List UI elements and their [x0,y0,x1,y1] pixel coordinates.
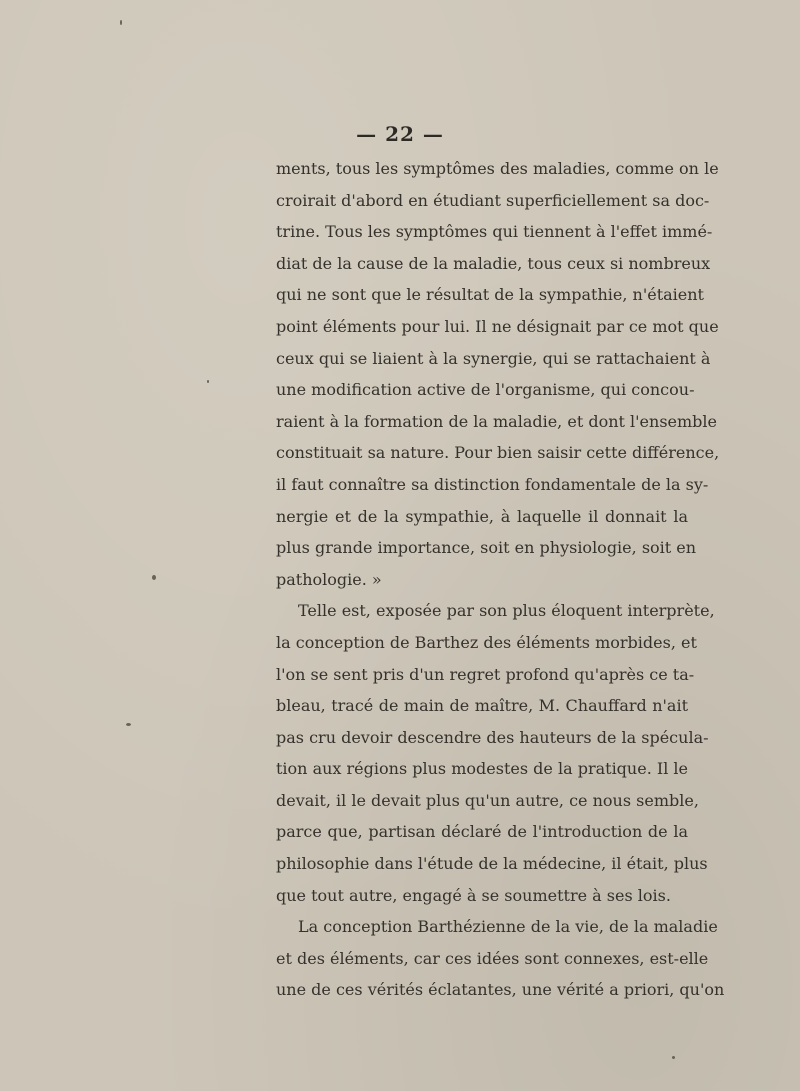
paper-speck [152,575,156,580]
text-line: raient à la formation de la maladie, et dont l'ensemble [276,411,717,431]
text-line: trine. Tous les symptômes qui tiennent à l'effet immé- [276,222,713,242]
text-line: philosophie dans l'étude de la médecine, il était, plus [276,854,708,874]
paper-speck [120,20,122,25]
text-line: ments, tous les symptômes des maladies, comme on le [276,159,719,178]
text-line: une de ces vérités éclatantes, une vérité a priori, qu'on [276,980,725,1000]
text-line: la conception de Barthez des éléments morbides, et [276,632,697,652]
text-line: pas cru devoir descendre des hauteurs de la spécula- [276,727,709,747]
text-line: pathologie. » [276,569,382,589]
page-number: — 22 — [356,122,444,146]
body-text [276,153,725,1006]
text-line: bleau, tracé de main de maître, M. Chauffard n'ait [276,696,688,716]
text-line: nergie et de la sympathie, à laquelle il donnait la [276,506,688,526]
text-line: que tout autre, engagé à se soumettre à ses lois. [276,885,671,905]
paper-speck [672,1056,675,1059]
text-line: l'on se sent pris d'un regret profond qu'après ce ta- [276,664,695,684]
text-line: parce que, partisan déclaré de l'introduction de la [276,822,688,842]
text-line: qui ne sont que le résultat de la sympathie, n'étaient [276,285,704,305]
text-line: tion aux régions plus modestes de la pratique. Il le [276,759,688,779]
text-line: une modification active de l'organisme, qui concou- [276,380,695,400]
paper-speck [207,380,209,383]
text-line: devait, il le devait plus qu'un autre, ce nous semble, [276,790,699,810]
text-line: il faut connaître sa distinction fondamentale de la sy- [276,474,709,494]
text-line: et des éléments, car ces idées sont connexes, est-elle [276,948,709,968]
text-line: La conception Barthézienne de la vie, de la maladie [298,917,718,937]
text-line: Telle est, exposée par son plus éloquent interprète, [298,601,715,621]
text-line: diat de la cause de la maladie, tous ceux si nombreux [276,253,711,273]
text-line: constituait sa nature. Pour bien saisir cette différence, [276,443,720,463]
paper-speck [126,723,131,726]
text-line: croirait d'abord en étudiant superficiellement sa doc- [276,190,710,210]
text-line: plus grande importance, soit en physiologie, soit en [276,538,697,558]
text-line: point éléments pour lui. Il ne désignait par ce mot que [276,316,719,336]
text-line: ceux qui se liaient à la synergie, qui se rattachaient à [276,348,711,368]
